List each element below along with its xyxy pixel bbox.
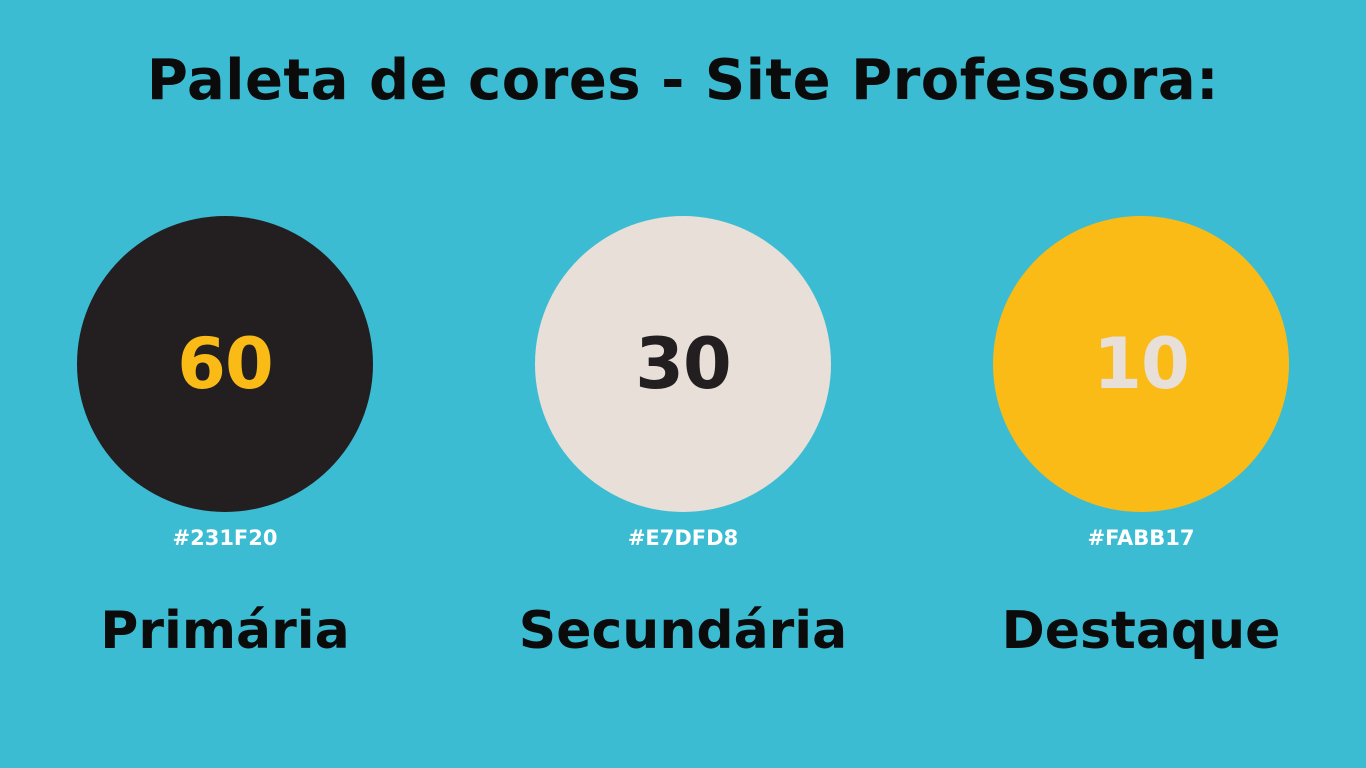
swatch-accent	[993, 216, 1289, 556]
hex-code-secondary: #E7DFD8	[627, 526, 739, 550]
percent-secondary: 30	[635, 323, 731, 405]
color-circle-primary	[77, 216, 373, 512]
swatch-primary	[77, 216, 373, 556]
percent-primary: 60	[177, 323, 273, 405]
label-accent: Destaque	[1001, 601, 1281, 661]
swatch-secondary	[535, 216, 831, 556]
label-secondary: Secundária	[518, 601, 848, 661]
percent-accent: 10	[1093, 323, 1189, 405]
label-primary: Primária	[100, 601, 350, 661]
color-circle-secondary	[535, 216, 831, 512]
page-title: Paleta de cores - Site Professora:	[146, 48, 1220, 113]
color-circle-accent	[993, 216, 1289, 512]
hex-code-accent: #FABB17	[1087, 526, 1195, 550]
hex-code-primary: #231F20	[172, 526, 278, 550]
